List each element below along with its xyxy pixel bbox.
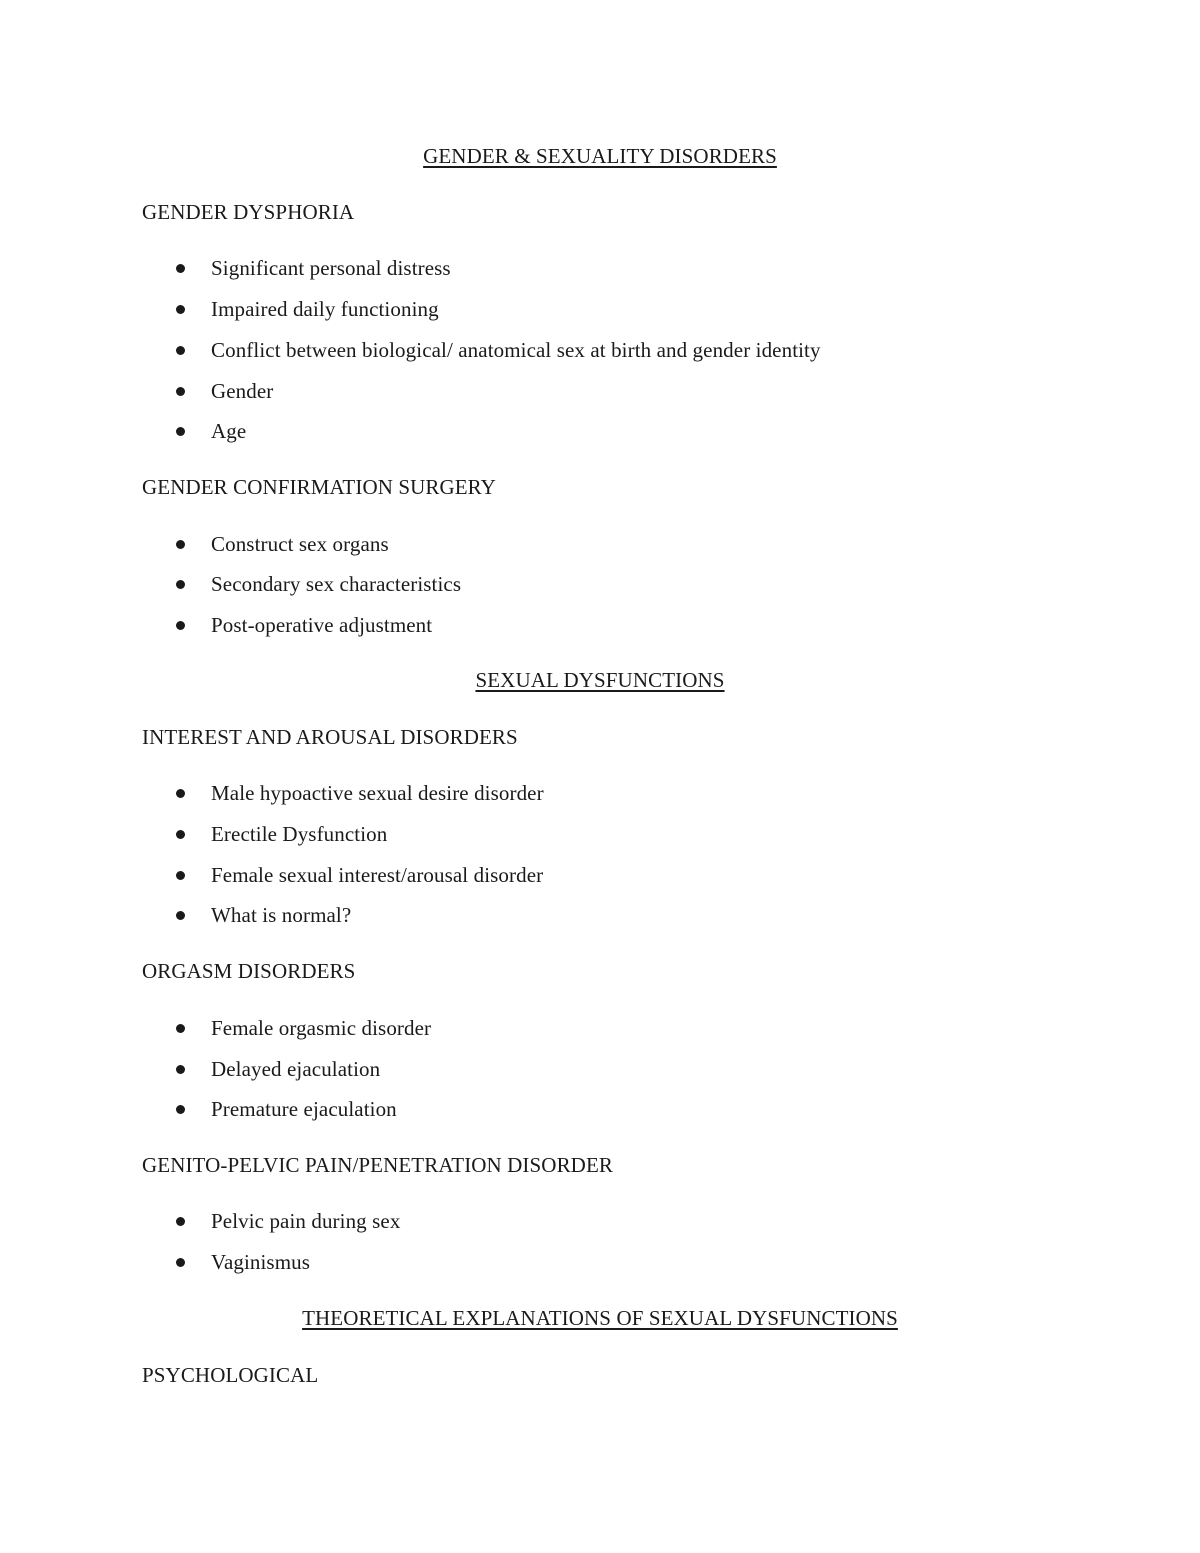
list-item: Vaginismus bbox=[0, 1249, 1200, 1275]
list-item: Premature ejaculation bbox=[0, 1096, 1200, 1122]
bullet-icon bbox=[176, 830, 185, 839]
bullet-icon bbox=[176, 580, 185, 589]
section-heading-genito-pelvic: GENITO-PELVIC PAIN/PENETRATION DISORDER bbox=[142, 1153, 613, 1177]
bullet-icon bbox=[176, 1258, 185, 1267]
section-heading-interest-arousal: INTEREST AND AROUSAL DISORDERS bbox=[142, 725, 518, 749]
section-heading-psychological: PSYCHOLOGICAL bbox=[142, 1363, 319, 1387]
list-item: Construct sex organs bbox=[0, 531, 1200, 557]
bullet-icon bbox=[176, 1105, 185, 1114]
list-item: Post-operative adjustment bbox=[0, 612, 1200, 638]
bullet-icon bbox=[176, 427, 185, 436]
bullet-icon bbox=[176, 911, 185, 920]
section-heading-gender-confirmation: GENDER CONFIRMATION SURGERY bbox=[142, 475, 496, 499]
bullet-icon bbox=[176, 1065, 185, 1074]
bullet-icon bbox=[176, 305, 185, 314]
list-item: Age bbox=[0, 418, 1200, 444]
section-heading-gender-dysphoria: GENDER DYSPHORIA bbox=[142, 200, 355, 224]
section-title-theoretical: THEORETICAL EXPLANATIONS OF SEXUAL DYSFUNCTIONS bbox=[302, 1306, 898, 1330]
list-item: Female orgasmic disorder bbox=[0, 1015, 1200, 1041]
bullet-icon bbox=[176, 387, 185, 396]
list-item: Conflict between biological/ anatomical sex at birth and gender identity bbox=[0, 337, 1200, 363]
list-item: Secondary sex characteristics bbox=[0, 571, 1200, 597]
list-item: Significant personal distress bbox=[0, 255, 1200, 281]
bullet-icon bbox=[176, 789, 185, 798]
bullet-icon bbox=[176, 621, 185, 630]
bullet-icon bbox=[176, 1217, 185, 1226]
bullet-icon bbox=[176, 1024, 185, 1033]
list-item: What is normal? bbox=[0, 902, 1200, 928]
list-item: Pelvic pain during sex bbox=[0, 1208, 1200, 1234]
list-item: Erectile Dysfunction bbox=[0, 821, 1200, 847]
bullet-icon bbox=[176, 871, 185, 880]
bullet-icon bbox=[176, 264, 185, 273]
bullet-icon bbox=[176, 346, 185, 355]
bullet-icon bbox=[176, 540, 185, 549]
list-item: Impaired daily functioning bbox=[0, 296, 1200, 322]
list-item: Male hypoactive sexual desire disorder bbox=[0, 780, 1200, 806]
list-item: Female sexual interest/arousal disorder bbox=[0, 862, 1200, 888]
document-title: GENDER & SEXUALITY DISORDERS bbox=[423, 144, 777, 168]
list-item: Delayed ejaculation bbox=[0, 1056, 1200, 1082]
section-heading-orgasm: ORGASM DISORDERS bbox=[142, 959, 356, 983]
section-title-sexual-dysfunctions: SEXUAL DYSFUNCTIONS bbox=[475, 668, 725, 692]
list-item: Gender bbox=[0, 378, 1200, 404]
